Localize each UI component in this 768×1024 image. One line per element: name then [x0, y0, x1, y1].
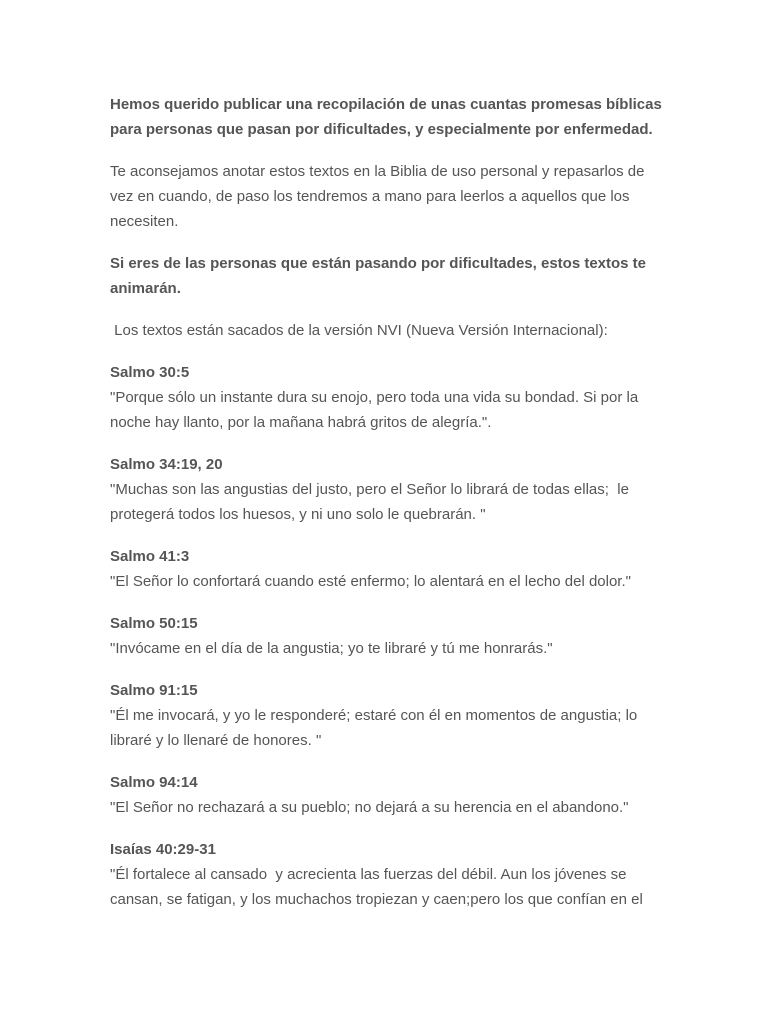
version-note: Los textos están sacados de la versión NVI (Nueva Versión Internacional): — [110, 322, 608, 339]
intro-bold-paragraph: Hemos querido publicar una recopilación de unas cuantas promesas bíblicas para personas que pasan por dificultades, y especialmente por enfermedad. — [110, 96, 666, 138]
intro-paragraph: Te aconsejamos anotar estos textos en la Biblia de uso personal y repasarlos de vez en cuando, de paso los tendremos a mano para leerlos a aquellos que los necesiten. — [110, 163, 649, 230]
verse-reference: Salmo 34:19, 20 — [110, 456, 223, 473]
verse-block — [110, 452, 670, 527]
verse-block — [110, 837, 670, 912]
document-page — [110, 92, 670, 929]
encouragement-paragraph: Si eres de las personas que están pasando por dificultades, estos textos te animarán. — [110, 255, 651, 297]
verse-block — [110, 544, 670, 594]
verse-text: "Él fortalece al cansado y acrecienta las fuerzas del débil. Aun los jóvenes se cansan, se fatigan, y los muchachos tropiezan y caen;pero los que confían en el — [110, 866, 643, 908]
verse-reference: Isaías 40:29-31 — [110, 841, 216, 858]
verse-reference: Salmo 50:15 — [110, 615, 198, 632]
verse-text: "Él me invocará, y yo le responderé; estaré con él en momentos de angustia; lo libraré y lo llenaré de honores. " — [110, 707, 642, 749]
verse-reference: Salmo 91:15 — [110, 682, 198, 699]
verse-block — [110, 770, 670, 820]
verse-text: "El Señor no rechazará a su pueblo; no dejará a su herencia en el abandono." — [110, 799, 629, 816]
verse-text: "El Señor lo confortará cuando esté enfermo; lo alentará en el lecho del dolor." — [110, 573, 631, 590]
verse-text: "Invócame en el día de la angustia; yo te libraré y tú me honrarás." — [110, 640, 553, 657]
verse-text: "Porque sólo un instante dura su enojo, pero toda una vida su bondad. Si por la noche hay llanto, por la mañana habrá gritos de alegría.". — [110, 389, 643, 431]
verse-reference: Salmo 41:3 — [110, 548, 190, 565]
verse-block — [110, 360, 670, 435]
verse-text: "Muchas son las angustias del justo, pero el Señor lo librará de todas ellas; le protegerá todos los huesos, y ni uno solo le quebrarán. " — [110, 481, 634, 523]
verse-block — [110, 611, 670, 661]
verse-block — [110, 678, 670, 753]
verse-reference: Salmo 94:14 — [110, 774, 198, 791]
verse-reference: Salmo 30:5 — [110, 364, 190, 381]
